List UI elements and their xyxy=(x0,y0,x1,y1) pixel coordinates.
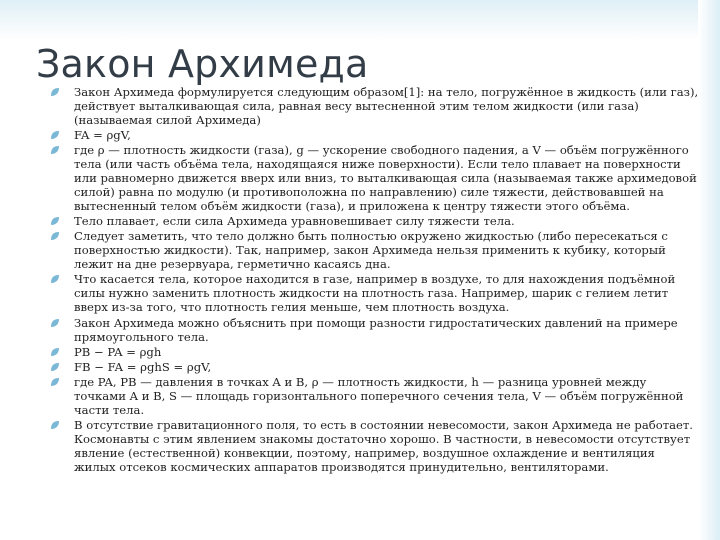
list-item xyxy=(50,128,700,142)
leaf-bullet-icon xyxy=(50,130,60,140)
bullet-text: FA = ρgV, xyxy=(74,128,131,143)
leaf-bullet-icon xyxy=(50,274,60,284)
bullet-text: FB − FA = ρghS = ρgV, xyxy=(74,359,212,374)
bullet-text: где PA, PB — давления в точках A и B, ρ — плотность жидкости, h — разница уровней между точками A и B, S — площадь горизонтального поперечного сечения тела, V — объём погружённой части тела. xyxy=(74,374,684,417)
list-item xyxy=(50,345,700,359)
leaf-bullet-icon xyxy=(50,216,60,226)
leaf-bullet-icon xyxy=(50,347,60,357)
bullet-text: Тело плавает, если сила Архимеда уравновешивает силу тяжести тела. xyxy=(74,214,515,229)
bullet-list xyxy=(50,85,700,475)
list-item xyxy=(50,229,700,271)
list-item xyxy=(50,375,700,417)
bullet-text: Закон Архимеда формулируется следующим образом[1]: на тело, погружённое в жидкость (или газ), действует выталкивающая сила, равная весу вытесненной этим телом жидкости (или газа)(называемая силой Архимеда) xyxy=(74,85,699,127)
bullet-text: PB − PA = ρgh xyxy=(74,344,162,359)
leaf-bullet-icon xyxy=(50,87,60,97)
list-item xyxy=(50,360,700,374)
leaf-bullet-icon xyxy=(50,145,60,155)
list-item xyxy=(50,272,700,314)
bullet-text: Закон Архимеда можно объяснить при помощи разности гидростатических давлений на примере прямоугольного тела. xyxy=(74,315,678,344)
bullet-text: где ρ — плотность жидкости (газа), g — ускорение свободного падения, а V — объём погружённого тела (или часть объёма тела, находящаяся ниже поверхности). Если тело плавает на поверхности или равномерно движется вверх или вниз, то выталкивающая сила (называемая также архимедовой силой) равна по модулю (и противоположна по направлению) силе тяжести, действовавшей на вытесненный телом объём жидкости (газа), и приложена к центру тяжести этого объёма. xyxy=(74,143,697,214)
bullet-text: Что касается тела, которое находится в газе, например в воздухе, то для нахождения подъёмной силы нужно заменить плотность жидкости на плотность газа. Например, шарик с гелием летит вверх из-за того, что плотность гелия меньше, чем плотность воздуха. xyxy=(74,272,676,315)
leaf-bullet-icon xyxy=(50,377,60,387)
leaf-bullet-icon xyxy=(50,362,60,372)
list-item xyxy=(50,143,700,213)
list-item xyxy=(50,85,700,127)
slide-title: Закон Архимеда xyxy=(36,42,369,86)
top-decoration xyxy=(0,0,720,40)
list-item xyxy=(50,316,700,344)
list-item xyxy=(50,214,700,228)
bullet-text: В отсутствие гравитационного поля, то есть в состоянии невесомости, закон Архимеда не работает. Космонавты с этим явлением знакомы достаточно хорошо. В частности, в невесомости отсутствует явление (естественной) конвекции, поэтому, например, воздушное охлаждение и вентиляция жилых отсеков космических аппаратов производятся принудительно, вентиляторами. xyxy=(74,417,693,474)
right-decoration xyxy=(698,0,720,540)
leaf-bullet-icon xyxy=(50,231,60,241)
leaf-bullet-icon xyxy=(50,420,60,430)
list-item xyxy=(50,418,700,474)
bullet-text: Следует заметить, что тело должно быть полностью окружено жидкостью (либо пересекаться с поверхностью жидкости). Так, например, закон Архимеда нельзя применить к кубику, который лежит на дне резервуара, герметично касаясь дна. xyxy=(74,229,668,272)
leaf-bullet-icon xyxy=(50,318,60,328)
